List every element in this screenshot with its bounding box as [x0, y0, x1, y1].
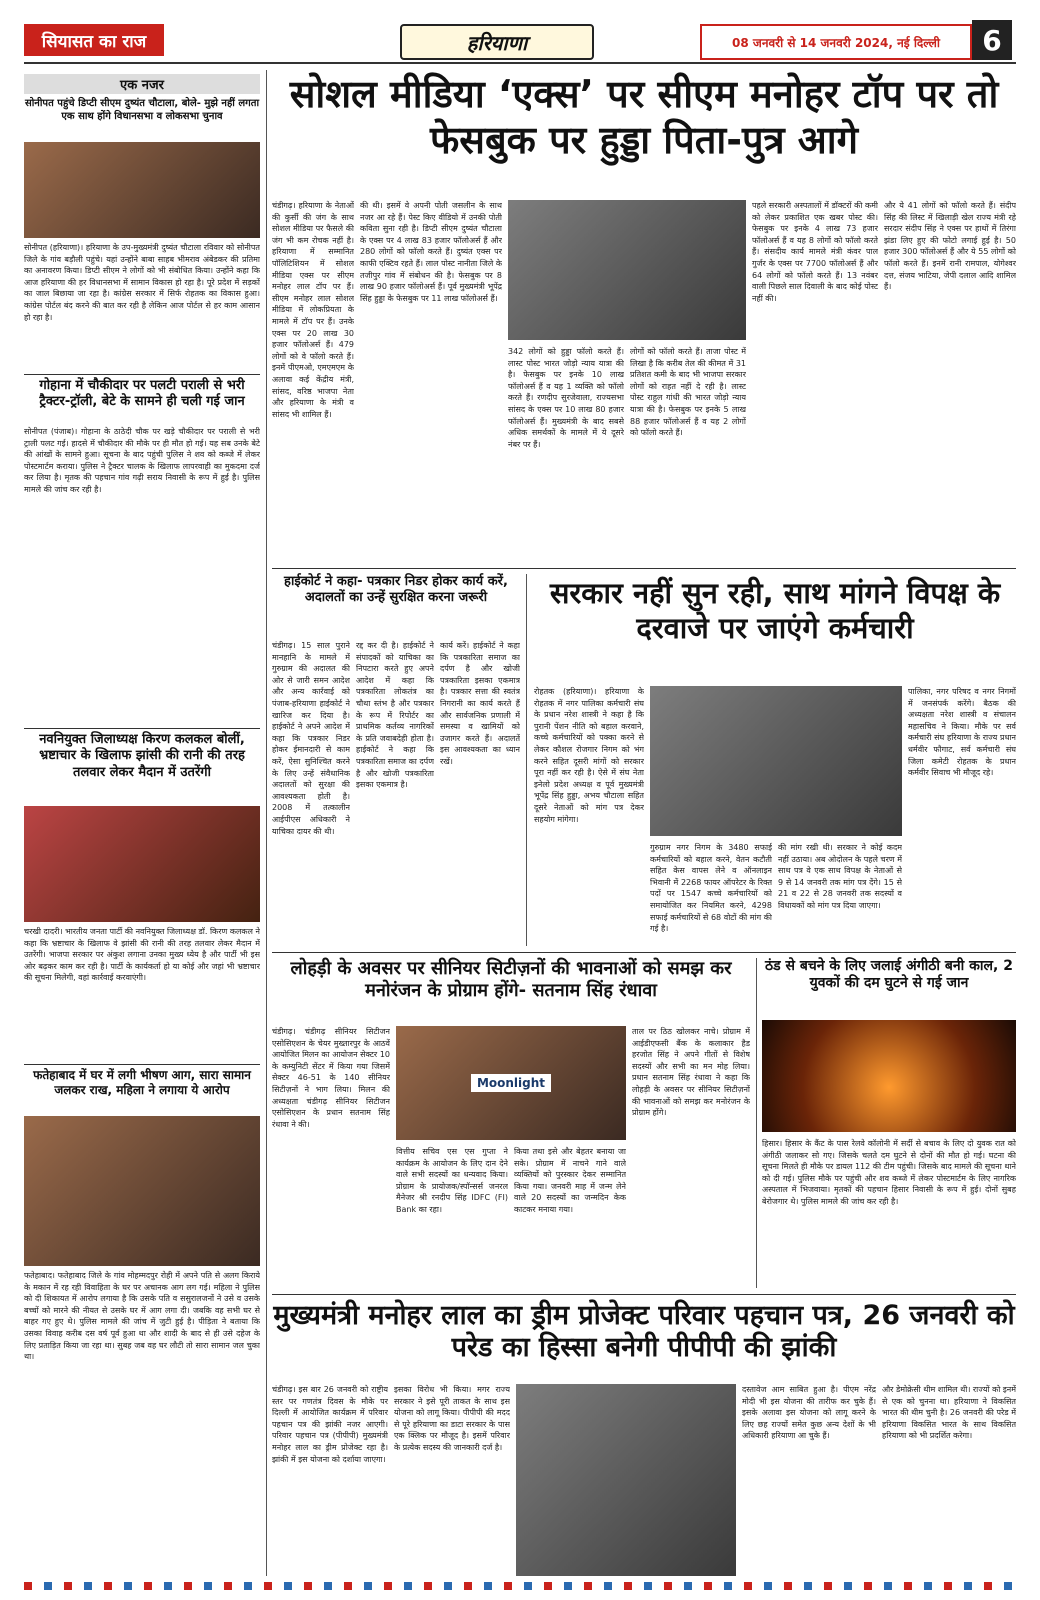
lead-col4: लोगों को फॉलो करते हैं। ताजा पोस्ट में लिखा है कि करीब तेल की कीमत में 31 प्रतिशत कमी के बाद भी भाजपा सरकार लोगों को राहत नहीं दे रही है। लास्ट पोस्ट राहुल गांधी की भारत जोड़ो न्याय यात्रा की है। फेसबुक पर इनके 5 लाख 88 हजार फॉलोअर्स हैं व यह 2 लोगों को फॉलो करते हैं। — [630, 347, 746, 438]
lohri-col4: ताल पर ठिठ खोलकर नाचे। प्रोग्राम में आईडीएफसी बैंक के कलाकार हैड हरजोत सिंह ने अपने गीतों से विशेष सदस्यों और सभी का मन मोह लिया। प्रधान सतनाम सिंह रंधावा ने कहा कि लोहड़ी के अवसर पर सीनियर सिटीज़नों की भावनाओं को समझ कर मनोरंजन के प्रोग्राम होंगे। — [632, 1027, 750, 1118]
paper-name: सियासत का राज — [24, 24, 164, 56]
divider — [272, 568, 1016, 569]
emp-headline: सरकार नहीं सुन रही, साथ मांगने विपक्ष के दरवाजे पर जाएंगे कर्मचारी — [549, 576, 1001, 645]
hc-headline: हाईकोर्ट ने कहा- पत्रकार निडर होकर कार्य करें, अदालतों का उन्हें सुरक्षित करना जरूरी — [284, 574, 508, 605]
column-divider — [526, 574, 527, 946]
header-rule — [24, 62, 1016, 64]
lead-col5: पहले सरकारी अस्पतालों में डॉक्टरों की कमी को लेकर प्रकाशित एक खबर पोस्ट की। फेसबुक पर इनके 4 लाख 73 हजार फॉलोअर्स हैं व यह 8 लोगों को फॉलो करते हैं। संसदीय कार्य मामले मंत्री कंवर पाल गुर्जर के एक्स पर 7700 फॉलोअर्स हैं और 64 लोगों को फॉलो करते हैं। 13 नवंबर वाली पिछले साल दिवाली के बाद कोई पोस्ट नहीं की। — [752, 201, 878, 303]
hc-col3: कार्य करें। हाईकोर्ट ने कहा कि पत्रकारिता समाज का दर्पण है और खोजी पत्रकारिता इसका एकमात्र है। पत्रकार सत्ता की स्वतंत्र निगरानी का कार्य करते हैं और सार्वजनिक प्रणाली में समस्या व खामियों को उजागर करते हैं। अदालतें इस आवश्यकता का ध्यान रखें। — [440, 641, 520, 766]
sidebar-story4-title: फतेहाबाद में घर में लगी भीषण आग, सारा सामान जलकर राख, महिला ने लगाया ये आरोप — [33, 1068, 251, 1097]
photo-banner-text: Moonlight — [471, 1074, 551, 1092]
hc-col2: रद्द कर दी है। हाईकोर्ट ने संपादकों को याचिका का निपटारा करते हुए अपने आदेश में कहा कि पत्रकारिता लोकतंत्र का चौथा स्तंभ है और पत्रकार के रूप में रिपोर्टर का प्राथमिक कर्तव्य नागरिकों के प्रति जवाबदेही होता है। हाईकोर्ट ने कहा कि पत्रकारिता समाज का दर्पण है और खोजी पत्रकारिता इसका एकमात्र है। — [356, 641, 434, 790]
column-divider — [266, 70, 267, 1576]
sidebar-story1-body: सोनीपत (हरियाणा)। हरियाणा के उप-मुख्यमंत्री दुष्यंत चौटाला रविवार को सोनीपत जिले के गांव बड़ौली पहुंचे। यहां उन्होंने बाबा साहब भीमराव अंबेडकर की प्रतिमा का अनावरण किया। डिप्टी सीएम ने लोगों को भी संबोधित किया। उन्होंने कहा कि आज हरियाणा की हर विधानसभा में सामान विकास हो रहा है। पूरे प्रदेश में सड़कों का जाल बिछाया जा रहा है। कांग्रेस सरकार में सिर्फ रोहतक का विकास हुआ। कांग्रेस पोर्टल बंद करने की बात कर रही है लेकिन आज पोर्टल से हर काम आसान हो रहा है। — [24, 243, 260, 322]
ppp-cm-photo — [516, 1384, 736, 1576]
lohri-col2: वित्तीय सचिव एस एस गुप्ता ने कार्यक्रम के आयोजन के लिए दान देने वाले सभी सदस्यों का धन्यवाद किया। प्रोग्राम के प्रायोजक/स्पॉन्सर्स जनरल मैनेजर श्री रनदीप सिंह IDFC (FI) Bank का रहा। — [396, 1147, 508, 1214]
lead-photo-leaders — [508, 200, 746, 340]
sidebar-story2-body: सोनीपत (पंजाब)। गोहाना के ठाठेदी चौक पर खड़े चौकीदार पर पराली से भरी ट्राली पलट गई। हादसे में चौकीदार की मौके पर ही मौत हो गई। यह सब उनके बेटे की आंखों के सामने हुआ। सूचना के बाद पहुंची पुलिस ने शव को कब्जे में लेकर पोस्टमार्टम कराया। पुलिस ने ट्रैक्टर चालक के खिलाफ लापरवाही का मुकदमा दर्ज कर लिया है। मृतक की पहचान गांव गढ़ी सराय निवासी के रूप में हुई है। पुलिस मामले की जांच कर रही है। — [24, 427, 260, 494]
lohri-col3: किया तथा इसे और बेहतर बनाया जा सके। प्रोग्राम में नाचने गाने वाले व्यक्तियों को पुरस्कार देकर सम्मानित किया गया। जनवरी माह में जन्म लेने वाले 20 सदस्यों का जन्मदिन केक काटकर मनाया गया। — [514, 1147, 626, 1214]
footer-registration-marks — [24, 1582, 1016, 1590]
lohri-headline: लोहड़ी के अवसर पर सीनियर सिटीज़नों की भावनाओं को समझ कर मनोरंजन के प्रोग्राम होंगे- सतनाम सिंह रंधावा — [290, 958, 732, 1001]
sidebar-story1-title: सोनीपत पहुंचे डिप्टी सीएम दुष्यंत चौटाला, बोले- मुझे नहीं लगता एक साथ होंगे विधानसभा व लोकसभा चुनाव — [24, 98, 260, 122]
ppp-col4: और डेमोक्रेसी थीम शामिल थी। राज्यों को इनमें से एक को चुनना था। हरियाणा ने विकसित भारत की थीम चुनी है। 26 जनवरी की परेड में हरियाणा विकसित भारत के साथ विकसित हरियाणा को भी प्रदर्शित करेगा। — [882, 1385, 1016, 1441]
divider — [24, 1064, 260, 1065]
lead-col2: की थी। इसमें वे अपनी पोती जसलीन के साथ नजर आ रहे हैं। पेस्ट किए वीडियो में उनकी पोती कविता सुना रही है। डिप्टी सीएम दुष्यंत चौटाला के एक्स पर 4 लाख 83 हजार फॉलोअर्स हैं और 280 लोगों को फॉलो करते हैं। दुष्यंत एक्स पर काफी एक्टिव रहते हैं। लाल पोस्ट नानीता जिले के तजीपुर गांव में संबोधन की है। फेसबुक पर 8 लाख 90 हजार फॉलोअर्स हैं। पूर्व मुख्यमंत्री भूपेंद्र सिंह हुड्डा के फेसबुक पर 11 लाख फॉलोअर्स हैं। — [360, 201, 502, 303]
column-divider — [756, 958, 757, 1288]
sidebar-tag: एक नजर — [24, 74, 260, 94]
sidebar-story4-photo — [24, 1116, 260, 1266]
section-title: हरियाणा — [400, 24, 594, 60]
sidebar-story3-body: चरखी दादरी। भारतीय जनता पार्टी की नवनियुक्त जिलाध्यक्ष डॉ. किरण कलकल ने कहा कि भ्रष्टाचार के खिलाफ वे झांसी की रानी की तरह तलवार लेकर मैदान में उतरेंगी। भाजपा सरकार पर अंकुश लगाना उनका मुख्य ध्येय है और पार्टी भी इस ओर बढ़कर काम कर रही है। पार्टी के कार्यकर्ता हो या कोई और जहां भी भ्रष्टाचार की सूचना मिलेगी, वहां कार्रवाई करवाएंगी। — [24, 927, 260, 983]
emp-col2: गुरुग्राम नगर निगम के 3480 सफाई कर्मचारियों को बहाल करने, वेतन कटौती सहित केस वापस लेने व ऑनलाइन भिवानी में 2268 फायर ऑपरेटर के रिक्त पदों पर 1547 कच्चे कर्मचारियों को समायोजित कर नियमित करने, 4298 सफाई कर्मचारियों से 68 वोटों की मांग की गई है। — [650, 843, 772, 934]
sidebar-story2-title: गोहाना में चौकीदार पर पलटी पराली से भरी ट्रैक्टर-ट्रॉली, बेटे के सामने ही चली गई जान — [39, 378, 245, 410]
cold-body: हिसार। हिसार के कैंट के पास रेलवे कॉलोनी में सर्दी से बचाव के लिए दो युवक रात को अंगीठी जलाकर सो गए। जिसके चलते दम घुटने से दोनों की मौत हो गई। घटना की सूचना मिलते ही मौके पर डायल 112 की टीम पहुंची। जिसके बाद मामले की सूचना थाने को दी गई। पुलिस मौके पर पहुंची और शव कब्जे में लेकर पोस्टमार्टम के लिए नागरिक अस्पताल में भिजवाया। मृतकों की पहचान हिसार निवासी के रूप में हुई। दोनों सुबह बेरोजगार थे। पुलिस मामले की जांच कर रही है। — [762, 1139, 1016, 1206]
emp-meeting-photo — [650, 686, 902, 836]
sidebar-story1-photo — [24, 142, 260, 238]
emp-col1: रोहतक (हरियाणा)। हरियाणा के रोहतक में नगर पालिका कर्मचारी संघ के प्रधान नरेश शास्त्री ने कहा है कि पुरानी पेंशन नीति को बहाल करवाने, कच्चे कर्मचारियों को पक्का करने से लेकर कौशल रोजगार निगम को भंग करने सहित दूसरी मांगों को सरकार पूरा नहीं कर रही है। ऐसे में संघ नेता इनेलो प्रदेश अध्यक्ष व पूर्व मुख्यमंत्री भूपेंद्र सिंह हुड्डा, अभय चौटाला सहित दूसरे नेताओं को मांग पत्र देकर सहयोग मांगेगा। — [534, 687, 644, 824]
lead-col3: 342 लोगों को हुड्डा फॉलो करते हैं। लास्ट पोस्ट भारत जोड़ो न्याय यात्रा की है। फेसबुक पर इनके 10 लाख फॉलोअर्स हैं व यह 1 व्यक्ति को फॉलो करते हैं। रणदीप सुरजेवाला, राज्यसभा सांसद के एक्स पर 10 लाख 80 हजार फॉलोअर्स हैं। मुख्यमंत्री के बाद सबसे अधिक समर्थकों के मामले में ये दूसरे नंबर पर हैं। — [508, 347, 624, 449]
emp-col4: पालिका, नगर परिषद व नगर निगमों में जनसंपर्क करेंगे। बैठक की अध्यक्षता नरेश शास्त्री व संचालन महासचिव ने किया। मौके पर सर्व कर्मचारी संघ हरियाणा के राज्य प्रधान धर्मवीर फौगाट, सर्व कर्मचारी संघ जिला कमेटी रोहतक के प्रधान कर्मवीर सिवाच भी मौजूद रहे। — [908, 687, 1016, 778]
divider — [272, 1294, 1016, 1295]
cold-headline: ठंड से बचने के लिए जलाई अंगीठी बनी काल, 2 युवकों की दम घुटने से गई जान — [765, 958, 1013, 991]
lead-col1: चंडीगढ़। हरियाणा के नेताओं की कुर्सी की जंग के साथ सोशल मीडिया पर फैसले की जंग भी कम रोचक नहीं है। हरियाणा में सम्मानित पॉलिटिशियन में सोशल मीडिया एक्स पर सीएम मनोहर लाल टॉप पर हैं। सीएम मनोहर लाल सोशल मीडिया में लोकप्रियता के मामले में टॉप पर हैं। उनके एक्स पर 20 लाख 30 हजार फॉलोअर्स हैं। 479 लोगों को वे फॉलो करते हैं। इनमें पीएमओ, एमएमएम के अलावा कई केंद्रीय मंत्री, सांसद, वरिष्ठ भाजपा नेता और हरियाणा के मंत्री व सांसद भी शामिल हैं। — [272, 201, 354, 419]
ppp-col1: चंडीगढ़। इस बार 26 जनवरी को राष्ट्रीय स्तर पर गणतंत्र दिवस के मौके पर दिल्ली में आयोजित कार्यक्रम में परिवार पहचान पत्र की झांकी नजर आएगी। परिवार पहचान पत्र (पीपीपी) मुख्यमंत्री मनोहर लाल का ड्रीम प्रोजेक्ट रहा है। झांकी में इस योजना को दर्शाया जाएगा। — [272, 1385, 388, 1464]
sidebar-story3-photo — [24, 806, 260, 922]
ppp-col2: इसका विरोध भी किया। मगर राज्य सरकार ने इसे पूरी ताकत के साथ इस योजना को लागू किया। पीपीपी की मदद से पूरे हरियाणा का डाटा सरकार के पास एक क्लिक पर मौजूद है। इसमें परिवार के प्रत्येक सदस्य की जानकारी दर्ज है। — [394, 1385, 510, 1452]
lohri-event-photo — [396, 1026, 626, 1140]
ppp-col3: दस्तावेज आम साबित हुआ है। पीएम नरेंद्र मोदी भी इस योजना की तारीफ कर चुके हैं। इसके अलावा इस योजना को लागू करने के लिए छह राज्यों समेत कुछ अन्य देशों के भी अधिकारी हरियाणा आ चुके हैं। — [742, 1385, 876, 1441]
divider — [24, 374, 260, 375]
divider — [24, 728, 260, 729]
hc-col1: चंडीगढ़। 15 साल पुराने मानहानि के मामले में गुरुग्राम की अदालत की ओर से जारी समन आदेश और अन्य कार्रवाई को पंजाब-हरियाणा हाईकोर्ट ने खारिज कर दिया है। हाईकोर्ट ने अपने आदेश में कहा कि पत्रकार निडर होकर ईमानदारी से काम करें, ऐसा सुनिश्चित करने के लिए उन्हें संवैधानिक अदालतों को सुरक्षा की आवश्यकता होती है। 2008 में तत्कालीन आईपीएस अधिकारी ने याचिका दायर की थी। — [272, 641, 350, 836]
sidebar-story4-body: फतेहाबाद। फतेहाबाद जिले के गांव मोहम्मदपुर रोही में अपने पति से अलग किराये के मकान में रह रही विवाहिता के घर पर अचानक आग लग गई। महिला ने पुलिस को दी शिकायत में आरोप लगाया है कि उसके पति व ससुरालजनों ने उसे व उसके बच्चों को मारने की नीयत से उसके घर में आग लगा दी। जबकि वह सभी घर से बाहर गए हुए थे। पुलिस मामले की जांच में जुटी हुई है। पीड़िता ने बताया कि उसका विवाह करीब दस वर्ष पूर्व हुआ था और शादी के बाद से ही उसे दहेज के लिए प्रताड़ित किया जा रहा था। सुबह जब वह घर लौटी तो सारा सामान जल चुका था। — [24, 1271, 260, 1362]
lead-headline: सोशल मीडिया ‘एक्स’ पर सीएम मनोहर टॉप पर तो फेसबुक पर हुड्डा पिता-पुत्र आगे — [289, 72, 999, 162]
divider — [272, 952, 1016, 953]
page-number: 6 — [972, 20, 1012, 60]
cold-brazier-photo — [762, 1020, 1016, 1132]
issue-date: 08 जनवरी से 14 जनवरी 2024, नई दिल्ली — [700, 24, 972, 60]
ppp-headline: मुख्यमंत्री मनोहर लाल का ड्रीम प्रोजेक्ट परिवार पहचान पत्र, 26 जनवरी को परेड का हिस्सा बनेगी पीपीपी की झांकी — [273, 1300, 1015, 1364]
lead-col6: और ये 41 लोगों को फॉलो करते हैं। संदीप सिंह की लिस्ट में खिलाड़ी खेल राज्य मंत्री रहे सरदार संदीप सिंह ने एक्स पर हाथों में तिरंगा झंडा लिए हुए की फोटो लगाई हुई है। 50 हजार 300 फॉलोअर्स हैं और ये 55 लोगों को फॉलो करते हैं। इनमें रानी रामपाल, योगेश्वर दत्त, संजय भाटिया, जेपी दलाल आदि शामिल हैं। — [884, 201, 1016, 292]
emp-col3: की मांग रखी थी। सरकार ने कोई कदम नहीं उठाया। अब ओदोलन के पहले चरण में साथ पत्र वे एक साथ विपक्ष के नेताओं से 9 से 14 जनवरी तक मांग पत्र देंगे। 15 से 21 व 22 से 28 जनवरी तक सदस्यों व विधायकों को मांग पत्र दिया जाएगा। — [778, 843, 902, 910]
sidebar-story3-title: नवनियुक्त जिलाध्यक्ष किरण कलकल बोलीं, भ्रष्टाचार के खिलाफ झांसी की रानी की तरह तलवार लेकर मैदान में उतरेंगी — [39, 732, 245, 780]
lohri-col1: चंडीगढ़। चंडीगढ़ सीनियर सिटीजन एसोसिएशन के चेयर मुख्तारपुर के आठवें आयोजित मिलन का आयोजन सेक्टर 10 के कम्युनिटी सेंटर में किया गया जिसमें सेक्टर 46-51 के 140 सीनियर सिटीज़नों ने भाग लिया। मिलन की अध्यक्षता चंडीगढ़ सीनियर सिटीजन एसोसिएशन के प्रधान सतनाम सिंह रंधावा ने की। — [272, 1027, 390, 1129]
